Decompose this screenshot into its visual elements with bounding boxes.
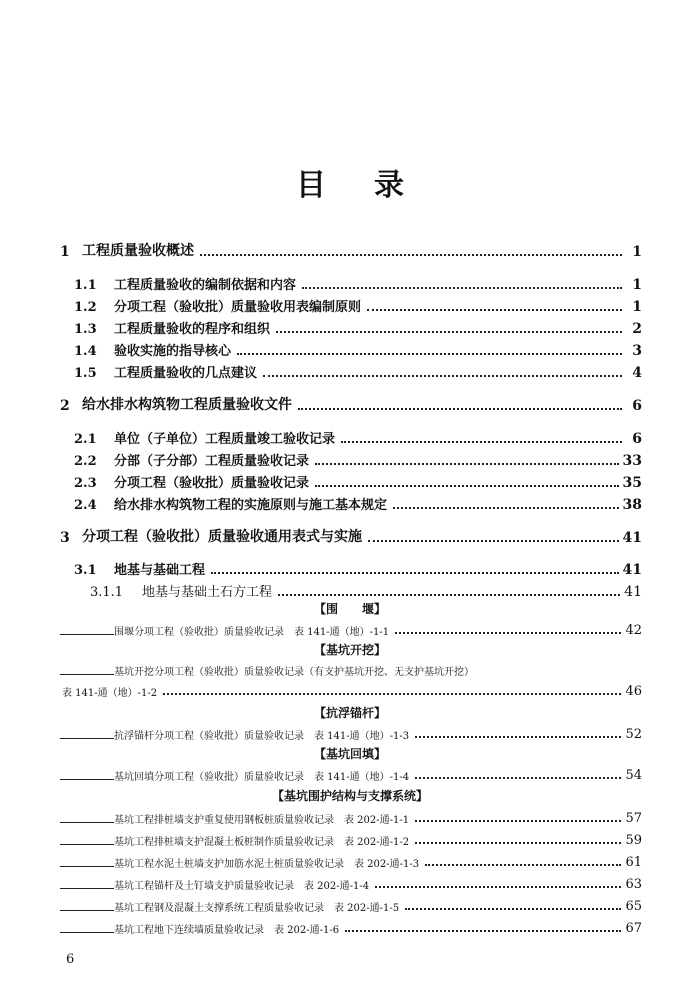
- toc-text: 验收实施的指导核心: [114, 344, 232, 359]
- toc-number: 1.1: [74, 278, 97, 293]
- toc-number: 1.2: [74, 300, 97, 315]
- toc-entry[interactable]: [0, 524, 700, 546]
- section-header: 【基坑围护结构与支撑系统】: [271, 789, 428, 803]
- toc-page: 6: [632, 431, 642, 447]
- toc-page: 1: [632, 277, 642, 293]
- toc-number: 3.1.1: [90, 585, 124, 600]
- toc-number: 2.1: [74, 432, 97, 447]
- form-text: 基坑回填分项工程（验收批）质量验收记录 表 141-通（地）-1-4: [114, 772, 410, 783]
- form-blank-line: [60, 910, 114, 911]
- dot-leader: [200, 254, 622, 256]
- form-text: 基坑工程排桩墙支护重复使用钢板桩质量验收记录 表 202-通-1-1: [114, 815, 410, 826]
- dot-leader: [415, 842, 621, 844]
- section-header: 【抗浮锚杆】: [313, 706, 386, 720]
- form-text: 基坑工程排桩墙支护混凝土板桩制作质量验收记录 表 202-通-1-2: [114, 837, 410, 848]
- form-page: 57: [625, 811, 642, 826]
- toc-page: 1: [632, 244, 642, 260]
- form-entry-line2[interactable]: [0, 681, 700, 699]
- toc-text: 分项工程（验收批）质量验收通用表式与实施: [82, 529, 362, 545]
- toc-entry[interactable]: [0, 392, 700, 414]
- toc-text: 地基与基础土石方工程: [142, 585, 273, 600]
- toc-page: 41: [622, 530, 642, 546]
- title-char-2: 录: [374, 168, 404, 203]
- form-page: 46: [625, 684, 642, 699]
- dot-leader: [163, 693, 621, 695]
- dot-leader: [315, 485, 619, 487]
- toc-entry[interactable]: [0, 337, 700, 359]
- toc-number: 1.4: [74, 344, 97, 359]
- form-text: 基坑工程地下连续墙质量验收记录 表 202-通-1-6: [114, 925, 340, 936]
- toc-page: 3: [632, 343, 642, 359]
- dot-leader: [278, 594, 620, 596]
- toc-text: 工程质量验收概述: [82, 243, 194, 259]
- dot-leader: [341, 441, 622, 443]
- toc-entry[interactable]: [0, 425, 700, 447]
- dot-leader: [375, 886, 621, 888]
- form-blank-line: [60, 932, 114, 933]
- form-page: 65: [625, 899, 642, 914]
- section-header: 【基坑回填】: [313, 747, 386, 761]
- toc-entry[interactable]: [0, 578, 700, 600]
- dot-leader: [276, 331, 622, 333]
- dot-leader: [367, 309, 622, 311]
- form-page: 42: [625, 623, 642, 638]
- toc-number: 3.1: [74, 563, 97, 578]
- form-entry[interactable]: [0, 830, 700, 848]
- section-header: 【基坑开挖】: [313, 643, 386, 657]
- toc-number: 1.3: [74, 322, 97, 337]
- toc-text: 单位（子单位）工程质量竣工验收记录: [114, 432, 336, 447]
- toc-page: 4: [632, 365, 642, 381]
- dot-leader: [211, 572, 619, 574]
- toc-text: 地基与基础工程: [114, 563, 206, 578]
- page-number: 6: [66, 952, 75, 967]
- dot-leader: [298, 408, 622, 410]
- dot-leader: [405, 908, 621, 910]
- toc-text: 分项工程（验收批）质量验收用表编制原则: [114, 300, 362, 315]
- dot-leader: [302, 287, 622, 289]
- form-entry[interactable]: [0, 896, 700, 914]
- form-blank-line: [60, 779, 114, 780]
- dot-leader: [415, 736, 621, 738]
- toc-number: 2.2: [74, 454, 97, 469]
- form-text: 基坑工程钢及混凝土支撑系统工程质量验收记录 表 202-通-1-5: [114, 903, 400, 914]
- toc-entry[interactable]: [0, 315, 700, 337]
- dot-leader: [415, 777, 621, 779]
- toc-page: 33: [622, 453, 642, 469]
- form-page: 63: [625, 877, 642, 892]
- form-text: 基坑工程锚杆及土钉墙支护质量验收记录 表 202-通-1-4: [114, 881, 370, 892]
- toc-text: 分部（子分部）工程质量验收记录: [114, 454, 310, 469]
- page-title: [0, 160, 700, 204]
- toc-text: 工程质量验收的程序和组织: [114, 322, 271, 337]
- toc-entry[interactable]: [0, 271, 700, 293]
- form-blank-line: [60, 888, 114, 889]
- toc-page: 2: [632, 321, 642, 337]
- form-page: 54: [625, 768, 642, 783]
- toc-entry[interactable]: [0, 491, 700, 513]
- form-entry[interactable]: [0, 808, 700, 826]
- form-entry[interactable]: [0, 874, 700, 892]
- form-text: 基坑工程水泥土桩墙支护加筋水泥土桩质量验收记录 表 202-通-1-3: [114, 859, 420, 870]
- toc-entry[interactable]: [0, 359, 700, 381]
- form-text: 围堰分项工程（验收批）质量验收记录 表 141-通（地）-1-1: [114, 627, 390, 638]
- form-blank-line: [60, 738, 114, 739]
- toc-entry[interactable]: [0, 447, 700, 469]
- form-page: 61: [625, 855, 642, 870]
- dot-leader: [393, 507, 619, 509]
- toc-number: 2.3: [74, 476, 97, 491]
- toc-page: 6: [632, 398, 642, 414]
- toc-page: 41: [624, 584, 642, 600]
- toc-page: 1: [632, 299, 642, 315]
- dot-leader: [237, 353, 622, 355]
- dot-leader: [263, 375, 622, 377]
- toc-text: 工程质量验收的几点建议: [114, 366, 258, 381]
- toc-number: 2: [60, 398, 70, 414]
- form-entry[interactable]: [0, 918, 700, 936]
- toc-text: 分项工程（验收批）质量验收记录: [114, 476, 310, 491]
- dot-leader: [315, 463, 619, 465]
- title-char-1: 目: [296, 168, 326, 203]
- form-entry[interactable]: [0, 852, 700, 870]
- form-text: 基坑开挖分项工程（验收批）质量验收记录（有支护基坑开挖、无支护基坑开挖）: [114, 667, 474, 678]
- toc-entry[interactable]: [0, 293, 700, 315]
- toc-text: 给水排水构筑物工程的实施原则与施工基本规定: [114, 498, 388, 513]
- form-entry-line1[interactable]: [0, 660, 700, 678]
- toc-number: 1.5: [74, 366, 97, 381]
- dot-leader: [425, 864, 621, 866]
- form-page: 52: [625, 727, 642, 742]
- toc-number: 1: [60, 244, 70, 260]
- toc-entry[interactable]: [0, 556, 700, 578]
- form-page: 59: [625, 833, 642, 848]
- form-blank-line: [60, 634, 114, 635]
- toc-number: 2.4: [74, 498, 97, 513]
- section-header: 【围 堰】: [313, 602, 386, 616]
- dot-leader: [415, 820, 621, 822]
- form-entry[interactable]: [0, 620, 700, 638]
- form-text: 抗浮锚杆分项工程（验收批）质量验收记录 表 141-通（地）-1-3: [114, 731, 410, 742]
- toc-entry[interactable]: [0, 469, 700, 491]
- form-blank-line: [60, 866, 114, 867]
- form-blank-line: [60, 844, 114, 845]
- form-entry[interactable]: [0, 724, 700, 742]
- form-entry[interactable]: [0, 765, 700, 783]
- form-blank-line: [60, 674, 114, 675]
- toc-page: 35: [622, 475, 642, 491]
- toc-text: 给水排水构筑物工程质量验收文件: [82, 397, 292, 413]
- form-blank-line: [60, 822, 114, 823]
- toc-page: 38: [622, 497, 642, 513]
- toc-text: 工程质量验收的编制依据和内容: [114, 278, 297, 293]
- toc-entry[interactable]: [0, 238, 700, 260]
- form-text: 表 141-通（地）-1-2: [62, 688, 158, 699]
- form-page: 67: [625, 921, 642, 936]
- dot-leader: [395, 632, 621, 634]
- toc-page: 41: [622, 562, 642, 578]
- toc-number: 3: [60, 530, 70, 546]
- dot-leader: [345, 930, 621, 932]
- dot-leader: [368, 540, 619, 542]
